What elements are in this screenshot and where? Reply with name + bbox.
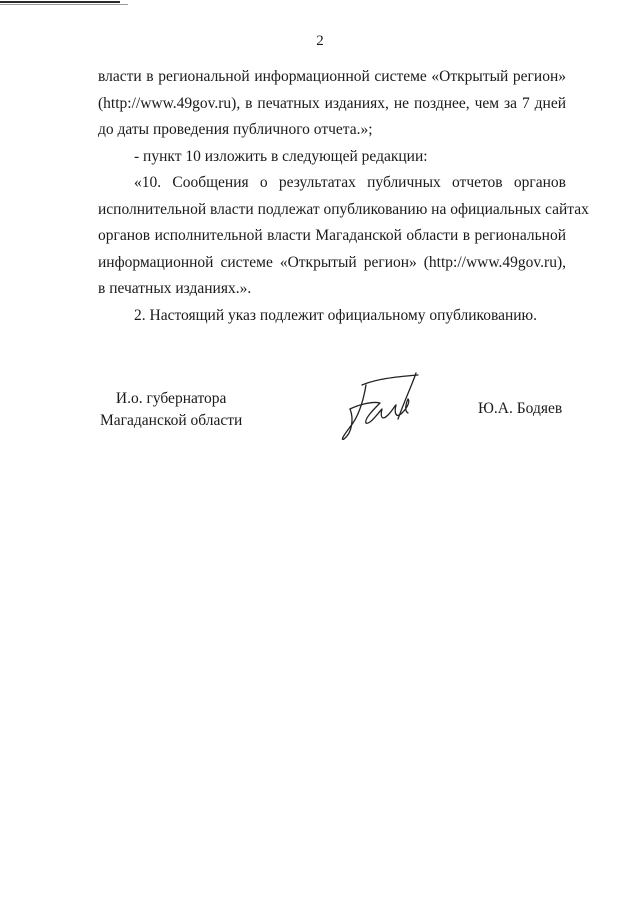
paragraph-1 — [98, 64, 566, 144]
signature-stroke-5 — [362, 375, 418, 385]
paragraph-3-line-5: в печатных изданиях.». — [98, 280, 252, 297]
signatory-name: Ю.А. Бодяев — [478, 400, 563, 417]
signatory-position — [100, 388, 242, 432]
handwritten-signature — [336, 367, 436, 451]
signatory-position-line-2: Магаданской области — [100, 412, 243, 429]
paragraph-3-line-4: информационной системе «Открытый регион» (http://www.49gov.ru), — [98, 253, 566, 271]
signature-stroke-2 — [350, 402, 396, 423]
document-body — [98, 64, 589, 329]
paragraph-2 — [98, 144, 566, 171]
signatory-position-line-1: И.о. губернатора — [115, 390, 227, 407]
page-number: 2 — [316, 33, 324, 49]
paragraph-1-line-2: (http://www.49gov.ru), в печатных изданиях, не позднее, чем за 7 дней — [98, 94, 566, 112]
signature-stroke-1 — [342, 385, 366, 439]
paragraph-3 — [98, 170, 589, 303]
paragraph-4-line-1: 2. Настоящий указ подлежит официальному опубликованию. — [134, 306, 538, 324]
scan-corner-mark — [0, 0, 128, 5]
paragraph-3-line-1: «10. Сообщения о результатах публичных отчетов органов — [134, 174, 566, 191]
paragraph-1-line-1: власти в региональной информационной системе «Открытый регион» — [98, 68, 566, 85]
paragraph-3-line-3: органов исполнительной власти Магаданской области в региональной — [98, 227, 566, 244]
paragraph-4 — [98, 303, 566, 330]
paragraph-3-line-2: исполнительной власти подлежат опубликованию на официальных сайтах — [98, 200, 589, 218]
paragraph-2-line-1: - пункт 10 изложить в следующей редакции: — [134, 147, 428, 165]
paragraph-1-line-3: до даты проведения публичного отчета.»; — [98, 121, 373, 138]
